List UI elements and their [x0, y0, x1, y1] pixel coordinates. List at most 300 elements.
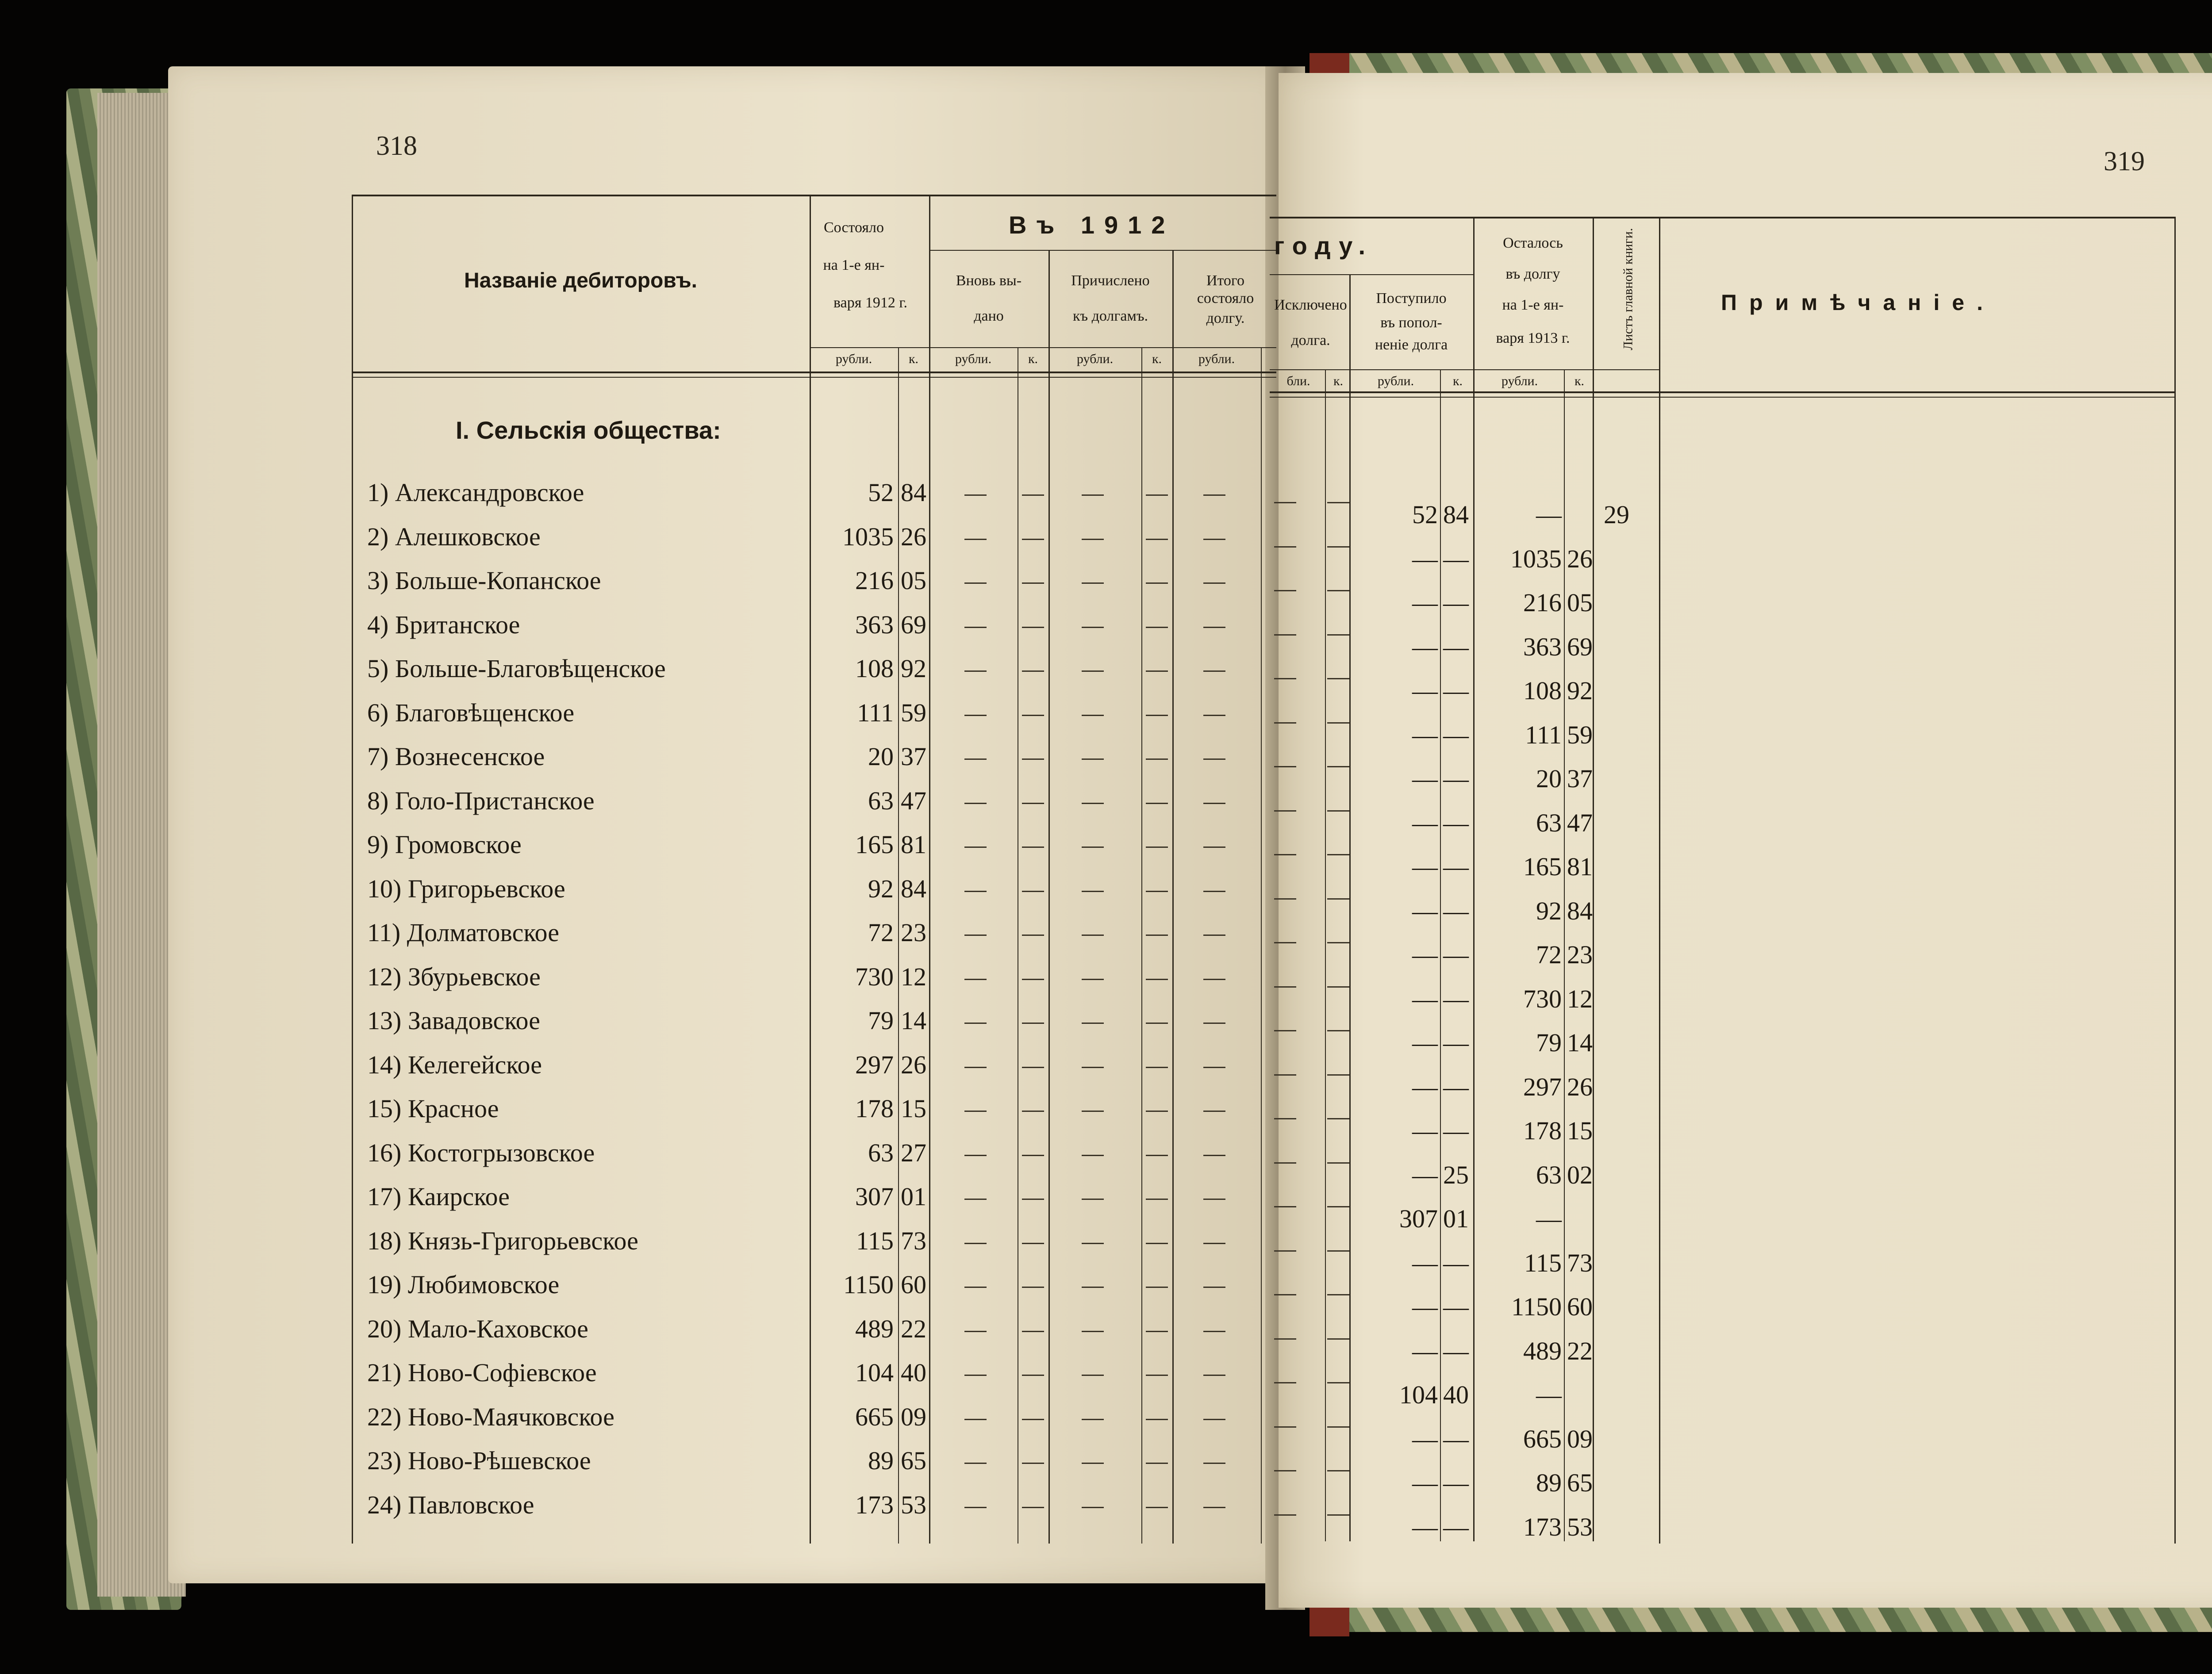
empty-cell-dash — [1082, 539, 1104, 540]
empty-cell-dash — [1327, 678, 1349, 679]
received-kopecks: — — [1443, 1425, 1469, 1453]
empty-cell-dash — [964, 1067, 987, 1068]
unit-rub-1: рубли. — [835, 352, 872, 366]
empty-cell-dash — [1146, 979, 1168, 980]
empty-cell-dash — [964, 1111, 987, 1112]
empty-cell-dash — [964, 1331, 987, 1332]
stood-kopecks: 69 — [901, 610, 926, 639]
received-kopecks: 84 — [1443, 500, 1469, 529]
empty-cell-dash — [1274, 1206, 1296, 1207]
received-kopecks: — — [1443, 984, 1469, 1013]
total-header-3: долгу. — [1206, 310, 1245, 326]
stood-kopecks: 60 — [901, 1270, 926, 1299]
empty-cell-dash — [964, 1023, 987, 1024]
empty-cell-dash — [1146, 891, 1168, 892]
stood-kopecks: 59 — [901, 698, 926, 727]
stood-rubles: 72 — [868, 918, 894, 947]
stood-rubles: 730 — [855, 962, 894, 991]
debtor-name: 24) Павловское — [367, 1490, 534, 1519]
debtor-name: 7) Вознесенское — [367, 742, 545, 771]
empty-cell-dash — [1274, 986, 1296, 988]
added-header-2: къ долгамъ. — [1072, 308, 1148, 324]
right-header-bottom-rule-2 — [1270, 397, 2174, 398]
remaining-kopecks: 12 — [1567, 984, 1593, 1013]
empty-cell-dash — [1327, 810, 1349, 812]
stood-kopecks: 65 — [901, 1446, 926, 1475]
received-rubles: — — [1412, 1292, 1438, 1321]
section-title: I. Сельскія общества: — [456, 416, 721, 444]
received-rubles: — — [1412, 764, 1438, 793]
empty-cell-dash — [1022, 979, 1044, 980]
empty-cell-dash — [964, 1155, 987, 1156]
empty-cell-dash — [1274, 1074, 1296, 1076]
received-rubles: — — [1412, 1425, 1438, 1453]
received-rubles: — — [1412, 1028, 1438, 1057]
empty-cell-dash — [1022, 1463, 1044, 1464]
left-kop-divider-1 — [898, 347, 899, 1544]
empty-cell-dash — [1203, 582, 1225, 584]
empty-cell-dash — [964, 1507, 987, 1508]
empty-cell-dash — [1082, 758, 1104, 760]
received-kopecks: 01 — [1443, 1204, 1469, 1233]
empty-cell-dash — [1203, 1243, 1225, 1244]
remaining-kopecks: 09 — [1567, 1425, 1593, 1453]
remaining-rubles: 173 — [1523, 1513, 1562, 1541]
remaining-kopecks: 60 — [1567, 1292, 1593, 1321]
empty-cell-dash — [964, 979, 987, 980]
empty-cell-dash — [964, 1375, 987, 1376]
empty-cell-dash — [1022, 935, 1044, 936]
remaining-kopecks: 02 — [1567, 1161, 1593, 1189]
stood-kopecks: 84 — [901, 874, 926, 903]
empty-cell-dash — [1146, 1243, 1168, 1244]
stood-kopecks: 53 — [901, 1490, 926, 1519]
remaining-kopecks: 73 — [1567, 1249, 1593, 1277]
empty-cell-dash — [1146, 1067, 1168, 1068]
ledger-sheet-header: Листъ главной книги. — [1621, 228, 1636, 350]
empty-cell-dash — [1203, 935, 1225, 936]
empty-cell-dash — [964, 627, 987, 628]
empty-cell-dash — [1022, 670, 1044, 672]
empty-cell-dash — [1146, 1155, 1168, 1156]
remaining-rubles: 297 — [1523, 1073, 1562, 1101]
received-header-1: Поступило — [1376, 290, 1447, 306]
empty-cell-dash — [1327, 942, 1349, 943]
unit-rub-4: рубли. — [1198, 352, 1235, 366]
stood-rubles: 307 — [855, 1182, 894, 1211]
debtor-name: 15) Красное — [367, 1094, 499, 1123]
stood-header-3: варя 1912 г. — [833, 295, 907, 311]
debtor-name: 6) Благовѣщенское — [367, 698, 575, 727]
empty-cell-dash — [1327, 766, 1349, 767]
stood-kopecks: 47 — [901, 786, 926, 815]
received-rubles: — — [1412, 1337, 1438, 1365]
empty-cell-dash — [1146, 1331, 1168, 1332]
right-col-divider-2 — [1473, 217, 1475, 1541]
unit-r-1: к. — [1333, 374, 1344, 388]
received-kopecks: — — [1443, 764, 1469, 793]
empty-cell-dash — [1082, 1331, 1104, 1332]
remaining-rubles: 72 — [1536, 940, 1562, 969]
stood-kopecks: 84 — [901, 478, 926, 507]
empty-cell-dash — [1327, 1470, 1349, 1471]
empty-cell-dash — [1146, 847, 1168, 848]
received-rubles: — — [1412, 940, 1438, 969]
stood-rubles: 216 — [855, 566, 894, 595]
remaining-rubles: 63 — [1536, 808, 1562, 837]
remaining-rubles: 89 — [1536, 1468, 1562, 1497]
empty-cell-dash — [1146, 1199, 1168, 1200]
empty-cell-dash — [1022, 1023, 1044, 1024]
empty-cell-dash — [1146, 935, 1168, 936]
empty-cell-dash — [1203, 715, 1225, 716]
empty-cell-dash — [1327, 898, 1349, 900]
received-kopecks: — — [1443, 588, 1469, 617]
unit-rub-3: рубли. — [1076, 352, 1114, 366]
left-header-bottom-rule — [352, 372, 1276, 373]
empty-cell-dash — [1203, 494, 1225, 496]
empty-cell-dash — [1082, 803, 1104, 804]
right-table-top-rule — [1270, 217, 2174, 218]
stood-rubles: 115 — [856, 1226, 894, 1255]
empty-cell-dash — [1022, 1067, 1044, 1068]
empty-cell-dash — [1082, 1419, 1104, 1420]
empty-cell-dash — [1327, 722, 1349, 724]
empty-cell-dash — [1022, 715, 1044, 716]
unit-kop-3: к. — [1152, 352, 1162, 366]
debtor-name: 22) Ново-Маячковское — [367, 1402, 614, 1431]
remaining-rubles: 489 — [1523, 1337, 1562, 1365]
debtor-name: 10) Григорьевское — [367, 874, 565, 903]
stood-rubles: 20 — [868, 742, 894, 771]
empty-cell-dash — [1022, 1111, 1044, 1112]
received-rubles: — — [1412, 808, 1438, 837]
empty-cell-dash — [1082, 1507, 1104, 1508]
left-header-bottom-rule-2 — [352, 377, 1276, 378]
remaining-header-4: варя 1913 г. — [1496, 330, 1570, 346]
remaining-rubles: 363 — [1523, 632, 1562, 661]
empty-cell-dash — [1203, 979, 1225, 980]
stood-rubles: 165 — [855, 830, 894, 859]
empty-cell-dash — [1274, 810, 1296, 812]
stood-rubles: 363 — [855, 610, 894, 639]
received-rubles: — — [1412, 896, 1438, 925]
remaining-rubles: — — [1536, 1204, 1562, 1233]
empty-cell-dash — [1203, 670, 1225, 672]
empty-cell-dash — [1082, 1023, 1104, 1024]
unit-r-2: рубли. — [1377, 374, 1414, 388]
empty-cell-dash — [1022, 1419, 1044, 1420]
left-subheader-rule — [929, 250, 1276, 251]
empty-cell-dash — [1274, 722, 1296, 724]
stood-rubles: 111 — [857, 698, 894, 727]
received-rubles: — — [1412, 1513, 1438, 1541]
remaining-kopecks: 92 — [1567, 676, 1593, 705]
empty-cell-dash — [1327, 1382, 1349, 1383]
received-rubles: — — [1412, 1249, 1438, 1277]
empty-cell-dash — [1203, 803, 1225, 804]
remaining-kopecks: 26 — [1567, 544, 1593, 573]
left-table-left-edge — [352, 195, 353, 1544]
empty-cell-dash — [1022, 758, 1044, 760]
empty-cell-dash — [964, 1287, 987, 1288]
unit-rub-2: рубли. — [955, 352, 992, 366]
excluded-header-2: долга. — [1291, 332, 1330, 349]
right-table-right-edge — [2174, 217, 2176, 1544]
empty-cell-dash — [1274, 766, 1296, 767]
received-kopecks: — — [1443, 676, 1469, 705]
empty-cell-dash — [964, 715, 987, 716]
received-kopecks: — — [1443, 1028, 1469, 1057]
stood-rubles: 173 — [855, 1490, 894, 1519]
empty-cell-dash — [1327, 1426, 1349, 1428]
empty-cell-dash — [1146, 1287, 1168, 1288]
remaining-kopecks: 37 — [1567, 764, 1593, 793]
received-kopecks: — — [1443, 940, 1469, 969]
remaining-kopecks: 65 — [1567, 1468, 1593, 1497]
empty-cell-dash — [1274, 1162, 1296, 1164]
empty-cell-dash — [1146, 582, 1168, 584]
empty-cell-dash — [1082, 1287, 1104, 1288]
received-rubles: — — [1412, 1116, 1438, 1145]
received-kopecks: — — [1443, 720, 1469, 749]
empty-cell-dash — [964, 1463, 987, 1464]
received-kopecks: — — [1443, 1073, 1469, 1101]
stood-rubles: 1150 — [843, 1270, 894, 1299]
received-rubles: — — [1412, 588, 1438, 617]
empty-cell-dash — [1203, 1507, 1225, 1508]
received-rubles: — — [1412, 632, 1438, 661]
received-rubles: — — [1412, 852, 1438, 881]
remaining-rubles: 79 — [1536, 1028, 1562, 1057]
stood-rubles: 108 — [855, 654, 894, 683]
empty-cell-dash — [1203, 1287, 1225, 1288]
stood-rubles: 52 — [868, 478, 894, 507]
remaining-rubles: 165 — [1523, 852, 1562, 881]
remaining-kopecks: 22 — [1567, 1337, 1593, 1365]
total-header-2: состояло — [1197, 290, 1254, 306]
received-rubles: 104 — [1399, 1380, 1438, 1409]
received-kopecks: — — [1443, 1116, 1469, 1145]
stood-header-2: на 1-е ян- — [823, 257, 885, 273]
empty-cell-dash — [1203, 539, 1225, 540]
received-kopecks: — — [1443, 632, 1469, 661]
empty-cell-dash — [1022, 1199, 1044, 1200]
empty-cell-dash — [1082, 715, 1104, 716]
debtor-name: 4) Британское — [367, 610, 520, 639]
empty-cell-dash — [1146, 715, 1168, 716]
empty-cell-dash — [1274, 546, 1296, 548]
debtor-name: 18) Князь-Григорьевское — [367, 1226, 638, 1255]
empty-cell-dash — [1327, 1250, 1349, 1252]
stood-header-1: Состояло — [824, 219, 884, 236]
remaining-kopecks: 47 — [1567, 808, 1593, 837]
received-kopecks: — — [1443, 1337, 1469, 1365]
stood-kopecks: 26 — [901, 522, 926, 551]
remaining-kopecks: 84 — [1567, 896, 1593, 925]
remaining-rubles: 665 — [1523, 1425, 1562, 1453]
empty-cell-dash — [1203, 627, 1225, 628]
received-kopecks: — — [1443, 808, 1469, 837]
stood-kopecks: 81 — [901, 830, 926, 859]
excluded-header-1: Исключено — [1274, 297, 1347, 313]
empty-cell-dash — [1146, 758, 1168, 760]
stood-rubles: 665 — [855, 1402, 894, 1431]
empty-cell-dash — [1022, 1331, 1044, 1332]
empty-cell-dash — [1082, 494, 1104, 496]
debtor-name-header: Названіе дебиторовъ. — [464, 269, 697, 292]
unit-kop-2: к. — [1028, 352, 1038, 366]
empty-cell-dash — [1327, 1294, 1349, 1295]
stood-rubles: 79 — [868, 1006, 894, 1035]
empty-cell-dash — [1327, 502, 1349, 503]
empty-cell-dash — [1203, 1375, 1225, 1376]
left-kop-divider-3 — [1141, 347, 1142, 1544]
debtor-name: 23) Ново-Рѣшевское — [367, 1446, 591, 1475]
empty-cell-dash — [1022, 803, 1044, 804]
empty-cell-dash — [964, 539, 987, 540]
right-col-divider-1 — [1349, 274, 1351, 1541]
empty-cell-dash — [1274, 634, 1296, 636]
remaining-rubles: 108 — [1523, 676, 1562, 705]
stood-kopecks: 23 — [901, 918, 926, 947]
empty-cell-dash — [964, 582, 987, 584]
empty-cell-dash — [1146, 1463, 1168, 1464]
empty-cell-dash — [1022, 1507, 1044, 1508]
stood-kopecks: 92 — [901, 654, 926, 683]
debtor-name: 21) Ново-Софіевское — [367, 1358, 597, 1387]
received-rubles: — — [1412, 676, 1438, 705]
empty-cell-dash — [1327, 1030, 1349, 1031]
empty-cell-dash — [1203, 1111, 1225, 1112]
empty-cell-dash — [1082, 1243, 1104, 1244]
remaining-rubles: 216 — [1523, 588, 1562, 617]
remaining-kopecks: 15 — [1567, 1116, 1593, 1145]
empty-cell-dash — [964, 891, 987, 892]
remaining-kopecks: 14 — [1567, 1028, 1593, 1057]
left-col-divider-3 — [1048, 250, 1050, 1544]
empty-cell-dash — [1327, 854, 1349, 855]
right-kop-divider-1 — [1440, 369, 1441, 1541]
stood-kopecks: 09 — [901, 1402, 926, 1431]
empty-cell-dash — [1082, 847, 1104, 848]
empty-cell-dash — [1274, 1514, 1296, 1516]
stood-kopecks: 14 — [901, 1006, 926, 1035]
remaining-rubles: 92 — [1536, 896, 1562, 925]
empty-cell-dash — [1082, 1067, 1104, 1068]
empty-cell-dash — [1082, 1463, 1104, 1464]
debtor-name: 2) Алешковское — [367, 522, 541, 551]
empty-cell-dash — [1327, 1514, 1349, 1516]
empty-cell-dash — [1082, 1375, 1104, 1376]
issued-header-1: Вновь вы- — [956, 272, 1022, 289]
stood-rubles: 92 — [868, 874, 894, 903]
empty-cell-dash — [1022, 582, 1044, 584]
unit-r-3: к. — [1452, 374, 1463, 388]
empty-cell-dash — [1274, 1338, 1296, 1340]
empty-cell-dash — [964, 758, 987, 760]
remaining-rubles: 1035 — [1510, 544, 1562, 573]
received-rubles: — — [1412, 1468, 1438, 1497]
debtor-name: 14) Келегейское — [367, 1050, 542, 1079]
received-kopecks: 25 — [1443, 1161, 1469, 1189]
empty-cell-dash — [1146, 1375, 1168, 1376]
year-banner-left: Въ 1912 — [1009, 211, 1175, 239]
empty-cell-dash — [964, 1243, 987, 1244]
empty-cell-dash — [1082, 670, 1104, 672]
stood-rubles: 297 — [855, 1050, 894, 1079]
debtor-name: 19) Любимовское — [367, 1270, 560, 1299]
empty-cell-dash — [1203, 1199, 1225, 1200]
empty-cell-dash — [1146, 1419, 1168, 1420]
empty-cell-dash — [1022, 494, 1044, 496]
empty-cell-dash — [1327, 590, 1349, 591]
debtor-name: 9) Громовское — [367, 830, 522, 859]
stood-kopecks: 40 — [901, 1358, 926, 1387]
debtor-name: 3) Больше-Копанское — [367, 566, 601, 595]
received-rubles: — — [1412, 1073, 1438, 1101]
stood-kopecks: 73 — [901, 1226, 926, 1255]
empty-cell-dash — [1082, 979, 1104, 980]
empty-cell-dash — [964, 803, 987, 804]
right-kop-divider-0 — [1325, 369, 1326, 1541]
empty-cell-dash — [1022, 1243, 1044, 1244]
received-rubles: — — [1412, 1161, 1438, 1189]
empty-cell-dash — [1327, 1118, 1349, 1119]
received-rubles: — — [1412, 984, 1438, 1013]
empty-cell-dash — [1146, 1023, 1168, 1024]
empty-cell-dash — [1082, 627, 1104, 628]
empty-cell-dash — [1082, 935, 1104, 936]
received-header-3: неніе долга — [1375, 337, 1448, 353]
empty-cell-dash — [1203, 847, 1225, 848]
received-kopecks: — — [1443, 1468, 1469, 1497]
debtor-name: 20) Мало-Каховское — [367, 1314, 588, 1343]
debtor-name: 16) Костогрызовское — [367, 1138, 595, 1167]
remaining-kopecks: 59 — [1567, 720, 1593, 749]
remaining-rubles: 730 — [1523, 984, 1562, 1013]
right-col-divider-4 — [1659, 217, 1660, 1544]
right-subheader-rule — [1270, 274, 1473, 275]
remaining-rubles: 111 — [1525, 720, 1562, 749]
empty-cell-dash — [964, 935, 987, 936]
stood-rubles: 178 — [855, 1094, 894, 1123]
remaining-rubles: 20 — [1536, 764, 1562, 793]
stood-kopecks: 26 — [901, 1050, 926, 1079]
empty-cell-dash — [1203, 1463, 1225, 1464]
received-kopecks: — — [1443, 1292, 1469, 1321]
empty-cell-dash — [1274, 1118, 1296, 1119]
empty-cell-dash — [1274, 678, 1296, 679]
received-kopecks: — — [1443, 896, 1469, 925]
empty-cell-dash — [1203, 1155, 1225, 1156]
stood-kopecks: 01 — [901, 1182, 926, 1211]
remaining-rubles: 63 — [1536, 1161, 1562, 1189]
empty-cell-dash — [1274, 854, 1296, 855]
received-kopecks: 40 — [1443, 1380, 1469, 1409]
received-kopecks: — — [1443, 1249, 1469, 1277]
debtor-name: 12) Збурьевское — [367, 962, 541, 991]
empty-cell-dash — [1327, 986, 1349, 988]
unit-r-0: бли. — [1286, 374, 1310, 388]
stood-kopecks: 12 — [901, 962, 926, 991]
empty-cell-dash — [1082, 1155, 1104, 1156]
empty-cell-dash — [1274, 1030, 1296, 1031]
empty-cell-dash — [1327, 1338, 1349, 1340]
received-rubles: 52 — [1412, 500, 1438, 529]
empty-cell-dash — [1274, 1470, 1296, 1471]
empty-cell-dash — [1022, 1155, 1044, 1156]
